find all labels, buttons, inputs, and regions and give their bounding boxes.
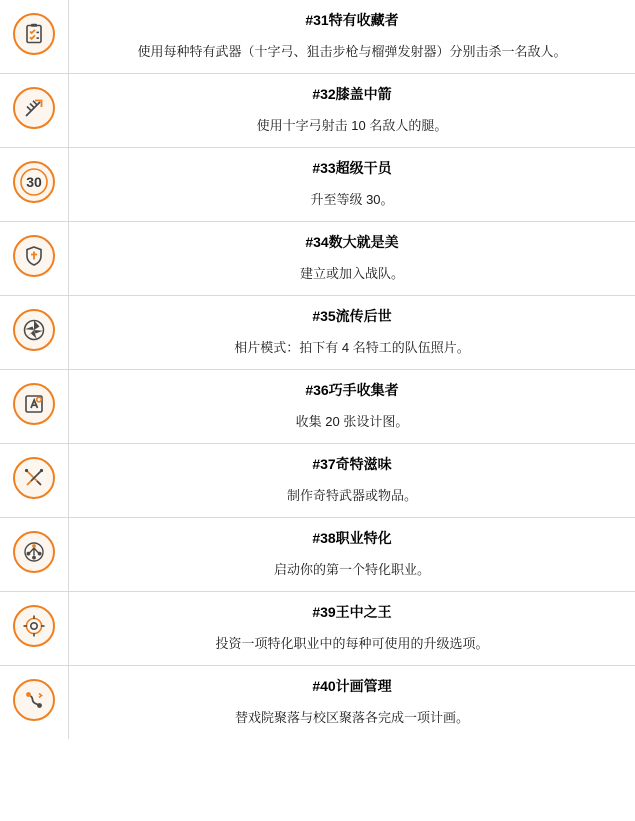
crossed-tools-icon — [13, 457, 55, 499]
achievement-description: 制作奇特武器或物品。 — [286, 488, 417, 503]
achievement-title: #35流传后世 — [312, 308, 392, 324]
crosshair-target-icon — [13, 605, 55, 647]
crossbow-bolt-icon — [13, 87, 55, 129]
achievement-description: 启动你的第一个特化职业。 — [273, 562, 430, 577]
achievement-icon-cell — [0, 370, 69, 444]
achievement-description: 收集 20 张设计图。 — [295, 414, 409, 429]
achievement-icon-cell — [0, 666, 69, 740]
table-row — [0, 148, 635, 222]
achievement-icon-cell — [0, 222, 69, 296]
achievement-text-cell — [69, 518, 635, 592]
table-row — [0, 592, 635, 666]
achievement-text-cell — [69, 444, 635, 518]
achievement-text-cell — [69, 592, 635, 666]
table-row — [0, 222, 635, 296]
clipboard-checklist-icon — [13, 13, 55, 55]
achievement-title: #33超级干员 — [312, 160, 392, 176]
table-row — [0, 0, 635, 74]
achievement-text-cell — [69, 222, 635, 296]
level-30-icon — [13, 161, 55, 203]
achievement-title: #39王中之王 — [312, 604, 392, 620]
achievement-title: #40计画管理 — [312, 678, 392, 694]
specialization-nodes-icon — [13, 531, 55, 573]
achievement-icon-cell — [0, 444, 69, 518]
table-row — [0, 370, 635, 444]
achievement-text-cell — [69, 148, 635, 222]
achievement-title: #37奇特滋味 — [312, 456, 392, 472]
achievement-description: 使用每种特有武器（十字弓、狙击步枪与榴弹发射器）分别击杀一名敌人。 — [137, 44, 567, 59]
achievement-title: #31特有收藏者 — [305, 12, 399, 28]
table-row — [0, 74, 635, 148]
table-row — [0, 518, 635, 592]
achievement-title: #38职业特化 — [312, 530, 392, 546]
achievement-description: 相片模式：拍下有 4 名特工的队伍照片。 — [234, 340, 470, 355]
table-row — [0, 296, 635, 370]
achievement-icon-cell — [0, 0, 69, 74]
table-row — [0, 666, 635, 740]
achievement-title: #32膝盖中箭 — [312, 86, 392, 102]
achievement-text-cell — [69, 370, 635, 444]
achievement-text-cell — [69, 74, 635, 148]
shield-clan-icon — [13, 235, 55, 277]
achievement-icon-cell — [0, 518, 69, 592]
achievement-title: #36巧手收集者 — [305, 382, 399, 398]
achievement-title: #34数大就是美 — [305, 234, 399, 250]
route-plan-icon — [13, 679, 55, 721]
achievement-description: 升至等级 30。 — [310, 192, 394, 207]
level-number: 30 — [26, 174, 42, 190]
achievement-text-cell — [69, 666, 635, 740]
achievement-icon-cell — [0, 592, 69, 666]
achievement-icon-cell — [0, 148, 69, 222]
achievement-text-cell — [69, 0, 635, 74]
achievement-description: 使用十字弓射击 10 名敌人的腿。 — [256, 118, 448, 133]
achievement-icon-cell — [0, 74, 69, 148]
achievement-description: 投资一项特化职业中的每种可使用的升级选项。 — [215, 636, 489, 651]
blueprint-collect-icon — [13, 383, 55, 425]
table-row — [0, 444, 635, 518]
achievement-description: 替戏院聚落与校区聚落各完成一项计画。 — [234, 710, 469, 725]
achievement-description: 建立或加入战队。 — [299, 266, 404, 281]
achievement-text-cell — [69, 296, 635, 370]
achievement-icon-cell — [0, 296, 69, 370]
camera-aperture-icon — [13, 309, 55, 351]
